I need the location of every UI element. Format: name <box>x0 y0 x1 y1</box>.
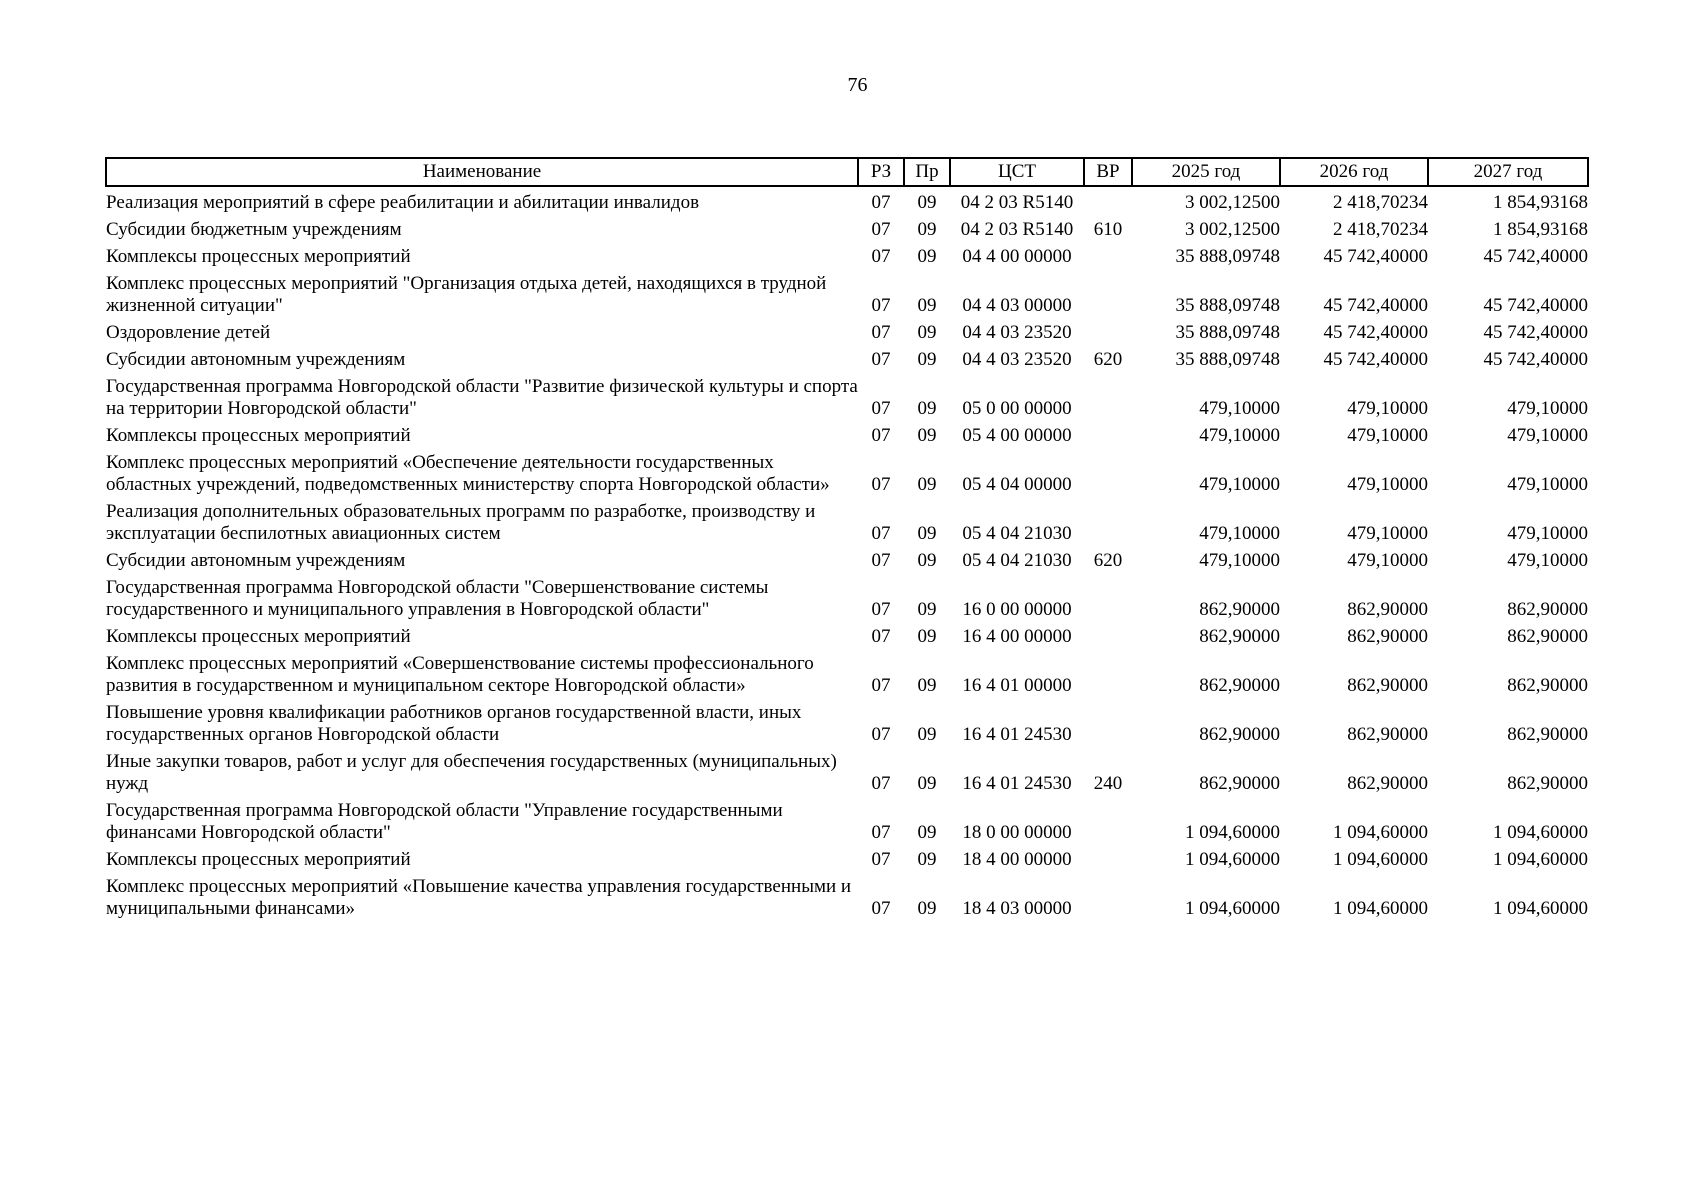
cell-pr: 09 <box>917 822 937 843</box>
cell-2026: 479,10000 <box>1347 398 1428 419</box>
cell-2027: 1 854,93168 <box>1493 192 1588 213</box>
cell-2027: 1 854,93168 <box>1493 219 1588 240</box>
cell-cst: 16 4 01 24530 <box>962 724 1072 745</box>
cell-2026: 1 094,60000 <box>1333 822 1428 843</box>
cell-2027: 862,90000 <box>1507 675 1588 696</box>
cell-2027: 45 742,40000 <box>1483 349 1588 370</box>
cell-cst: 04 4 00 00000 <box>962 246 1072 267</box>
cell-2026: 862,90000 <box>1347 773 1428 794</box>
table-row <box>106 344 1588 371</box>
cell-2025: 479,10000 <box>1199 550 1280 571</box>
header-2025: 2025 год <box>1132 158 1280 186</box>
cell-2026: 479,10000 <box>1347 425 1428 446</box>
header-cst: ЦСТ <box>950 158 1084 186</box>
cell-2025: 862,90000 <box>1199 773 1280 794</box>
table-row <box>106 648 1588 697</box>
cell-2027: 479,10000 <box>1507 474 1588 495</box>
cell-name: Комплекс процессных мероприятий «Совершенствование системы профессионального развития в государственном и муниципальном секторе Новгородской области» <box>106 653 814 696</box>
cell-rz: 07 <box>871 192 891 213</box>
cell-cst: 18 0 00 00000 <box>962 822 1072 843</box>
cell-cst: 05 4 04 21030 <box>962 550 1072 571</box>
cell-2026: 1 094,60000 <box>1333 849 1428 870</box>
cell-2027: 479,10000 <box>1507 398 1588 419</box>
cell-2026: 479,10000 <box>1347 523 1428 544</box>
table-row <box>106 871 1588 920</box>
cell-pr: 09 <box>917 474 937 495</box>
cell-pr: 09 <box>917 724 937 745</box>
cell-name: Повышение уровня квалификации работников органов государственной власти, иных государственных органов Новгородской области <box>106 702 802 745</box>
table-row <box>106 572 1588 621</box>
cell-2026: 45 742,40000 <box>1323 246 1428 267</box>
cell-rz: 07 <box>871 295 891 316</box>
cell-rz: 07 <box>871 675 891 696</box>
cell-pr: 09 <box>917 425 937 446</box>
cell-2027: 479,10000 <box>1507 425 1588 446</box>
cell-2026: 479,10000 <box>1347 474 1428 495</box>
table-row <box>106 317 1588 344</box>
cell-2026: 45 742,40000 <box>1323 322 1428 343</box>
cell-cst: 04 2 03 R5140 <box>960 219 1074 240</box>
cell-2025: 3 002,12500 <box>1185 192 1280 213</box>
cell-name: Комплекс процессных мероприятий "Организация отдыха детей, находящихся в трудной жизненной ситуации" <box>106 273 827 316</box>
cell-2027: 862,90000 <box>1507 626 1588 647</box>
cell-vr: 620 <box>1093 349 1123 370</box>
header-vr: ВР <box>1084 158 1132 186</box>
cell-name: Комплексы процессных мероприятий <box>106 849 411 870</box>
cell-2027: 1 094,60000 <box>1493 849 1588 870</box>
cell-name: Реализация дополнительных образовательных программ по разработке, производству и эксплуатации беспилотных авиационных систем <box>106 501 816 544</box>
cell-name: Комплексы процессных мероприятий <box>106 425 411 446</box>
header-name: Наименование <box>106 158 858 186</box>
table-row <box>106 697 1588 746</box>
header-2026: 2026 год <box>1280 158 1428 186</box>
cell-2026: 45 742,40000 <box>1323 349 1428 370</box>
cell-rz: 07 <box>871 219 891 240</box>
cell-vr <box>1084 186 1132 214</box>
cell-name: Государственная программа Новгородской области "Развитие физической культуры и спорта на территории Новгородской области" <box>106 376 858 419</box>
cell-2027: 45 742,40000 <box>1483 246 1588 267</box>
cell-vr <box>1084 268 1132 317</box>
cell-2026: 479,10000 <box>1347 550 1428 571</box>
budget-table <box>105 157 1589 920</box>
cell-2027: 45 742,40000 <box>1483 295 1588 316</box>
cell-vr <box>1084 317 1132 344</box>
table-row <box>106 268 1588 317</box>
cell-rz: 07 <box>871 599 891 620</box>
cell-2027: 862,90000 <box>1507 773 1588 794</box>
cell-vr <box>1084 648 1132 697</box>
cell-2025: 1 094,60000 <box>1185 849 1280 870</box>
cell-pr: 09 <box>917 626 937 647</box>
cell-cst: 16 4 01 24530 <box>962 773 1072 794</box>
cell-rz: 07 <box>871 474 891 495</box>
table-row <box>106 420 1588 447</box>
cell-name: Субсидии бюджетным учреждениям <box>106 219 402 240</box>
cell-vr <box>1084 420 1132 447</box>
cell-vr <box>1084 871 1132 920</box>
cell-vr: 240 <box>1093 773 1123 794</box>
cell-pr: 09 <box>917 192 937 213</box>
cell-name: Комплексы процессных мероприятий <box>106 626 411 647</box>
header-pr: Пр <box>904 158 950 186</box>
cell-2025: 1 094,60000 <box>1185 822 1280 843</box>
table-row <box>106 545 1588 572</box>
cell-name: Субсидии автономным учреждениям <box>106 550 406 571</box>
cell-rz: 07 <box>871 626 891 647</box>
cell-rz: 07 <box>871 773 891 794</box>
cell-2027: 1 094,60000 <box>1493 898 1588 919</box>
cell-rz: 07 <box>871 349 891 370</box>
cell-name: Комплексы процессных мероприятий <box>106 246 411 267</box>
cell-2025: 3 002,12500 <box>1185 219 1280 240</box>
cell-vr <box>1084 371 1132 420</box>
cell-pr: 09 <box>917 849 937 870</box>
cell-rz: 07 <box>871 398 891 419</box>
table-row <box>106 746 1588 795</box>
cell-pr: 09 <box>917 295 937 316</box>
cell-cst: 05 4 04 21030 <box>962 523 1072 544</box>
cell-2026: 1 094,60000 <box>1333 898 1428 919</box>
cell-name: Иные закупки товаров, работ и услуг для обеспечения государственных (муниципальных) нужд <box>106 751 837 794</box>
cell-vr <box>1084 844 1132 871</box>
cell-2025: 35 888,09748 <box>1175 322 1280 343</box>
cell-vr <box>1084 572 1132 621</box>
cell-name: Государственная программа Новгородской области "Совершенствование системы государственного и муниципального управления в Новгородской области" <box>106 577 769 620</box>
table-row <box>106 214 1588 241</box>
cell-rz: 07 <box>871 898 891 919</box>
table-body <box>106 186 1588 920</box>
cell-rz: 07 <box>871 822 891 843</box>
cell-2026: 862,90000 <box>1347 626 1428 647</box>
cell-name: Комплекс процессных мероприятий «Повышение качества управления государственными и муниципальными финансами» <box>106 876 852 919</box>
cell-2026: 862,90000 <box>1347 724 1428 745</box>
cell-pr: 09 <box>917 523 937 544</box>
cell-2025: 862,90000 <box>1199 599 1280 620</box>
table-row <box>106 241 1588 268</box>
cell-cst: 04 2 03 R5140 <box>960 192 1074 213</box>
cell-name: Субсидии автономным учреждениям <box>106 349 406 370</box>
cell-2027: 479,10000 <box>1507 550 1588 571</box>
cell-rz: 07 <box>871 550 891 571</box>
cell-2027: 479,10000 <box>1507 523 1588 544</box>
cell-2026: 2 418,70234 <box>1333 219 1428 240</box>
cell-vr: 620 <box>1093 550 1123 571</box>
cell-2027: 1 094,60000 <box>1493 822 1588 843</box>
cell-vr <box>1084 621 1132 648</box>
cell-2026: 862,90000 <box>1347 599 1428 620</box>
cell-cst: 05 4 00 00000 <box>962 425 1072 446</box>
cell-2027: 862,90000 <box>1507 599 1588 620</box>
cell-name: Государственная программа Новгородской области "Управление государственными финансами Новгородской области" <box>106 800 783 843</box>
cell-vr <box>1084 697 1132 746</box>
cell-rz: 07 <box>871 246 891 267</box>
cell-pr: 09 <box>917 349 937 370</box>
table-row <box>106 371 1588 420</box>
cell-cst: 16 0 00 00000 <box>962 599 1072 620</box>
cell-cst: 05 0 00 00000 <box>962 398 1072 419</box>
cell-vr: 610 <box>1093 219 1123 240</box>
cell-2027: 45 742,40000 <box>1483 322 1588 343</box>
cell-2025: 479,10000 <box>1199 474 1280 495</box>
cell-2025: 35 888,09748 <box>1175 246 1280 267</box>
cell-vr <box>1084 795 1132 844</box>
page-number: 76 <box>847 74 868 96</box>
cell-cst: 04 4 03 23520 <box>962 322 1072 343</box>
cell-2025: 35 888,09748 <box>1175 349 1280 370</box>
cell-2025: 862,90000 <box>1199 724 1280 745</box>
cell-cst: 04 4 03 23520 <box>962 349 1072 370</box>
cell-cst: 18 4 03 00000 <box>962 898 1072 919</box>
cell-2025: 35 888,09748 <box>1175 295 1280 316</box>
cell-pr: 09 <box>917 773 937 794</box>
table-row <box>106 496 1588 545</box>
cell-2027: 862,90000 <box>1507 724 1588 745</box>
cell-pr: 09 <box>917 898 937 919</box>
cell-rz: 07 <box>871 724 891 745</box>
cell-2025: 479,10000 <box>1199 523 1280 544</box>
cell-name: Оздоровление детей <box>106 322 271 343</box>
cell-rz: 07 <box>871 425 891 446</box>
cell-rz: 07 <box>871 849 891 870</box>
cell-2026: 2 418,70234 <box>1333 192 1428 213</box>
header-2027: 2027 год <box>1428 158 1588 186</box>
table-row <box>106 844 1588 871</box>
header-rz: РЗ <box>858 158 904 186</box>
cell-cst: 16 4 00 00000 <box>962 626 1072 647</box>
cell-rz: 07 <box>871 322 891 343</box>
cell-2025: 862,90000 <box>1199 626 1280 647</box>
cell-name: Комплекс процессных мероприятий «Обеспечение деятельности государственных областных учреждений, подведомственных министерству спорта Новгородской области» <box>106 452 830 495</box>
cell-2025: 479,10000 <box>1199 398 1280 419</box>
cell-pr: 09 <box>917 599 937 620</box>
table-row <box>106 795 1588 844</box>
cell-cst: 04 4 03 00000 <box>962 295 1072 316</box>
cell-vr <box>1084 241 1132 268</box>
cell-pr: 09 <box>917 550 937 571</box>
cell-pr: 09 <box>917 398 937 419</box>
cell-vr <box>1084 496 1132 545</box>
cell-2025: 1 094,60000 <box>1185 898 1280 919</box>
cell-pr: 09 <box>917 675 937 696</box>
cell-rz: 07 <box>871 523 891 544</box>
cell-2025: 479,10000 <box>1199 425 1280 446</box>
cell-2025: 862,90000 <box>1199 675 1280 696</box>
cell-pr: 09 <box>917 219 937 240</box>
cell-vr <box>1084 447 1132 496</box>
cell-pr: 09 <box>917 322 937 343</box>
table-row <box>106 186 1588 214</box>
table-row <box>106 447 1588 496</box>
cell-cst: 05 4 04 00000 <box>962 474 1072 495</box>
cell-pr: 09 <box>917 246 937 267</box>
cell-cst: 18 4 00 00000 <box>962 849 1072 870</box>
table-row <box>106 621 1588 648</box>
cell-cst: 16 4 01 00000 <box>962 675 1072 696</box>
cell-2026: 45 742,40000 <box>1323 295 1428 316</box>
table-header-row <box>106 158 1588 186</box>
cell-2026: 862,90000 <box>1347 675 1428 696</box>
cell-name: Реализация мероприятий в сфере реабилитации и абилитации инвалидов <box>106 192 700 213</box>
